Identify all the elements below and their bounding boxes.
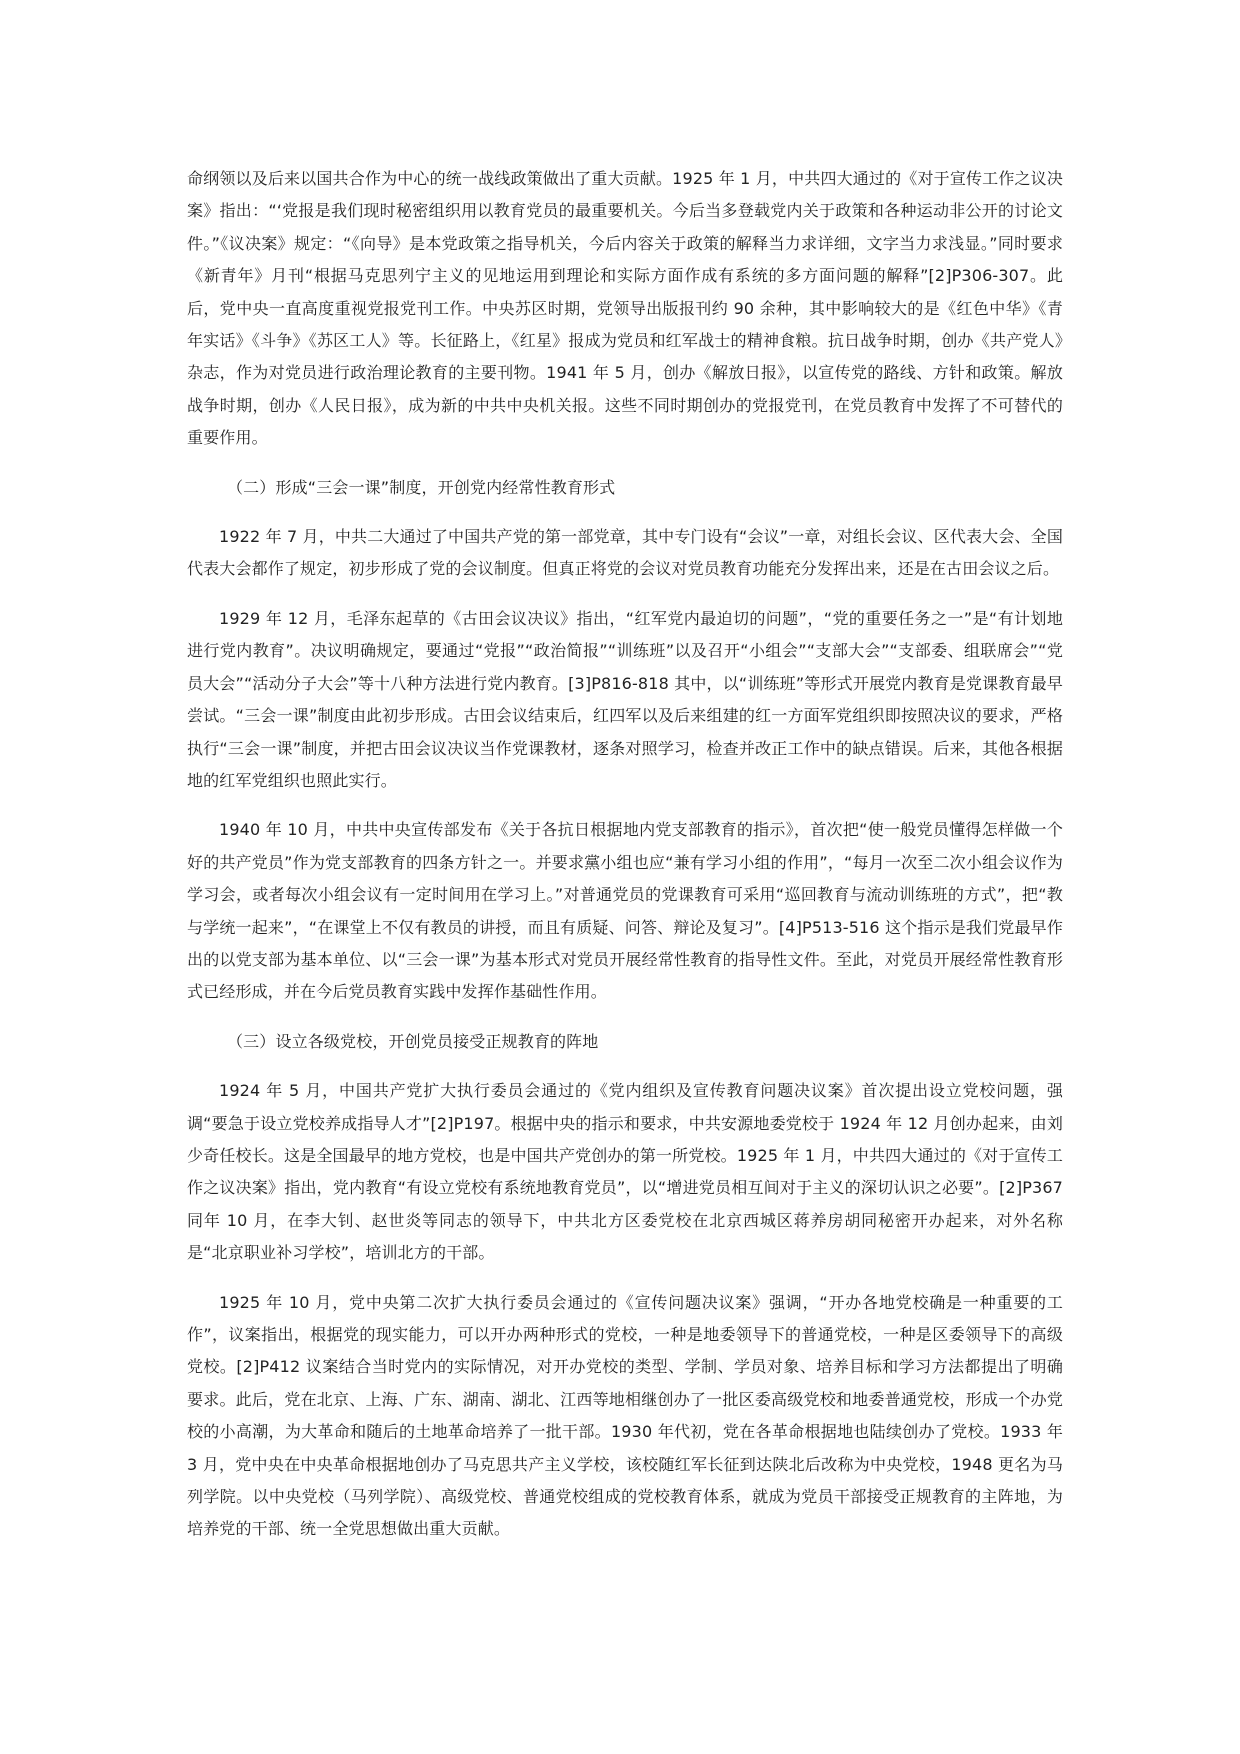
paragraph-gutian-resolution: 1929 年 12 月，毛泽东起草的《古田会议决议》指出，“红军党内最迫切的问题”，“党的重要任务之一”是“有计划地进行党内教育”。决议明确规定，要通过“党报”“政治简报”“训练班”以及召开“小组会”“支部大会”“支部委、组联席会”“党员大会”“活动分子大会”等十八种方法进行党内教育。[3]P816-818 其中，以“训练班”等形式开展党内教育是党课教育最早尝试。“三会一课”制度由此初步形成。古田会议结束后，红四军以及后来组建的红一方面军党组织即按照决议的要求，严格执行“三会一课”制度，并把古田会议决议当作党课教材，逐条对照学习，检查并改正工作中的缺点错误。后来，其他各根据地的红军党组织也照此实行。 (187, 608, 1063, 790)
paragraph-second-congress: 1922 年 7 月，中共二大通过了中国共产党的第一部党章，其中专门设有“会议”一章，对组长会议、区代表大会、全国代表大会都作了规定，初步形成了党的会议制度。但真正将党的会议对党员教育功能充分发挥出来，还是在古田会议之后。 (187, 527, 1063, 579)
paragraph-branch-education-directive: 1940 年 10 月，中共中央宣传部发布《关于各抗日根据地内党支部教育的指示》，首次把“使一般党员懂得怎样做一个好的共产党员”作为党支部教育的四条方针之一。并要求黨小组也应“兼有学习小组的作用”，“每月一次至二次小组会议作为学习会，或者每次小组会议有一定时间用在学习上。”对普通党员的党课教育可采用“巡回教育与流动训练班的方式”，把“教与学统一起来”，“在课堂上不仅有教员的讲授，而且有质疑、问答、辩论及复习”。[4]P513-516 这个指示是我们党最早作出的以党支部为基本单位、以“三会一课”为基本形式对党员开展经常性教育的指导性文件。至此，对党员开展经常性教育形式已经形成，并在今后党员教育实践中发挥作基础性作用。 (187, 820, 1063, 1002)
section-heading-party-schools: （三）设立各级党校，开创党员接受正规教育的阵地 (227, 1031, 599, 1051)
paragraph-anyuan-party-school: 1924 年 5 月，中国共产党扩大执行委员会通过的《党内组织及宣传教育问题决议案》首次提出设立党校问题，强调“要急于设立党校养成指导人才”[2]P197。根据中央的指示和要求，中共安源地委党校于 1924 年 12 月创办起来，由刘少奇任校长。这是全国最早的地方党校，也是中国共产党创办的第一所党校。1925 年 1 月，中共四大通过的《对于宣传工作之议决案》指出，党内教育“有设立党校有系统地教育党员”，以“增进党员相互间对于主义的深切认识之必要”。[2]P367 同年 10 月，在李大钊、赵世炎等同志的领导下，中共北方区委党校在北京西城区蒋养房胡同秘密开办起来，对外名称是“北京职业补习学校”，培训北方的干部。 (187, 1081, 1063, 1263)
document-page (187, 163, 1063, 1563)
section-heading-three-meetings: （二）形成“三会一课”制度，开创党内经常性教育形式 (227, 477, 616, 497)
paragraph-party-press: 命纲领以及后来以国共合作为中心的统一战线政策做出了重大贡献。1925 年 1 月，中共四大通过的《对于宣传工作之议决案》指出：“‘党报是我们现时秘密组织用以教育党员的最重要机关。今后当多登载党内关于政策和各种运动非公开的讨论文件。”《议决案》规定：“《向导》是本党政策之指导机关，今后内容关于政策的解释当力求详细，文字当力求浅显。”同时要求《新青年》月刊“根据马克思列宁主义的见地运用到理论和实际方面作成有系统的多方面问题的解释”[2]P306-307。此后，党中央一直高度重视党报党刊工作。中央苏区时期，党领导出版报刊约 90 余种，其中影响较大的是《红色中华》《青年实话》《斗争》《苏区工人》等。长征路上，《红星》报成为党员和红军战士的精神食粮。抗日战争时期，创办《共产党人》杂志，作为对党员进行政治理论教育的主要刊物。1941 年 5 月，创办《解放日报》，以宣传党的路线、方针和政策。解放战争时期，创办《人民日报》，成为新的中共中央机关报。这些不同时期创办的党报党刊，在党员教育中发挥了不可替代的重要作用。 (187, 169, 1063, 448)
paragraph-propaganda-resolution: 1925 年 10 月，党中央第二次扩大执行委员会通过的《宣传问题决议案》强调，“开办各地党校确是一种重要的工作”，议案指出，根据党的现实能力，可以开办两种形式的党校，一种是地委领导下的普通党校，一种是区委领导下的高级党校。[2]P412 议案结合当时党内的实际情况，对开办党校的类型、学制、学员对象、培养目标和学习方法都提出了明确要求。此后，党在北京、上海、广东、湖南、湖北、江西等地相继创办了一批区委高级党校和地委普通党校，形成一个办党校的小高潮，为大革命和随后的土地革命培养了一批干部。1930 年代初，党在各革命根据地也陆续创办了党校。1933 年 3 月，党中央在中央革命根据地创办了马克思共产主义学校，该校随红军长征到达陕北后改称为中央党校，1948 更名为马列学院。以中央党校（马列学院）、高级党校、普通党校组成的党校教育体系，就成为党员干部接受正规教育的主阵地，为培养党的干部、统一全党思想做出重大贡献。 (187, 1292, 1063, 1539)
